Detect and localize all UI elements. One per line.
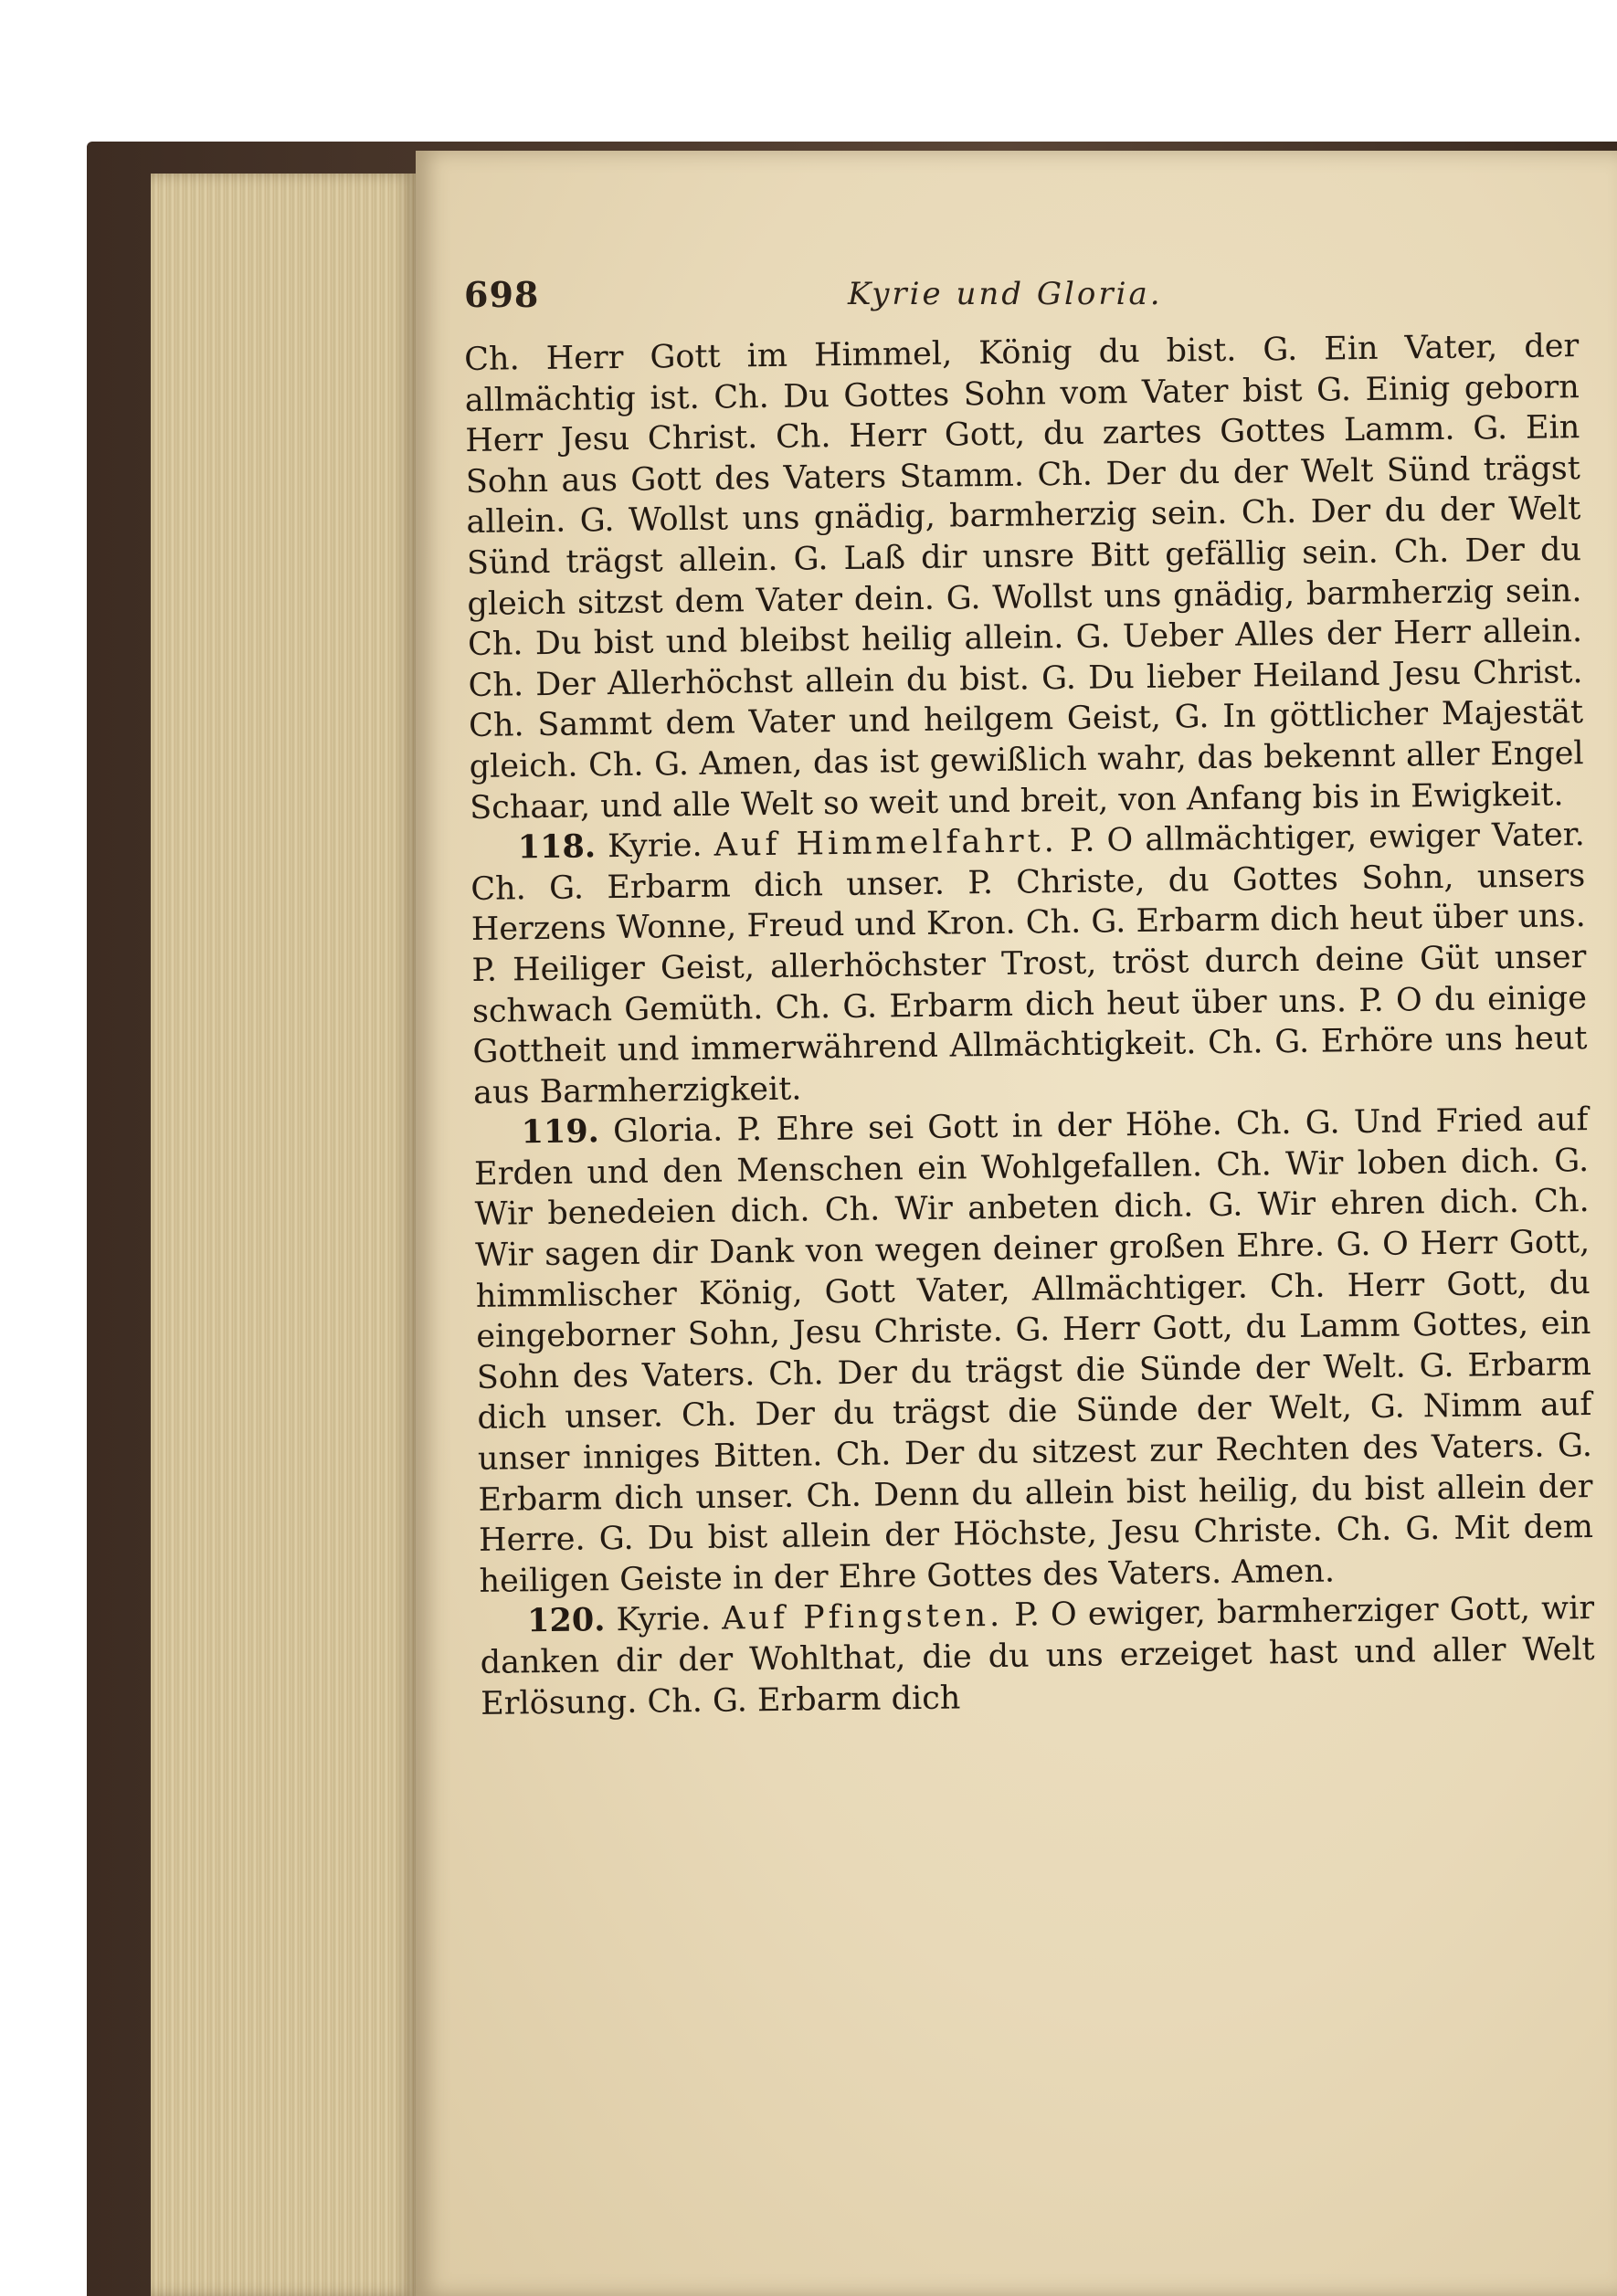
hymn-occasion: Auf Pfingsten.	[721, 1597, 1004, 1638]
paragraph-hymn-119	[473, 1100, 1593, 1602]
page-edges	[151, 174, 416, 2296]
hymn-occasion: Auf Himmelfahrt.	[713, 823, 1059, 864]
hymn-number: 119.	[521, 1112, 600, 1152]
paragraph-hymn-118	[470, 815, 1589, 1113]
hymn-number: 120.	[526, 1601, 606, 1640]
hymn-number: 118.	[517, 827, 597, 867]
running-head: Kyrie und Gloria.	[848, 276, 1163, 312]
paragraph-text: P. O allmächtiger, ewiger Vater. Ch. G. Erbarm dich unser. P. Christe, du Gottes Sohn, unsers Herzens Wonne, Freud und Kron. Ch. G. Erbarm dich heut über uns. P. Heiliger Geist, allerhöchster Trost, tröst durch deine Güt unser schwach Gemüth. Ch. G. Erbarm dich heut über uns. P. O du einige Gottheit und immerwährend Allmächtigkeit. Ch. G. Erhöre uns heut aus Barmherzigkeit.	[470, 816, 1588, 1111]
page-header	[464, 267, 1579, 331]
page-body	[464, 326, 1595, 1724]
paragraph-text: P. O ewiger, barmherziger Gott, wir danken dir der Wohlthat, die du uns erzeiget hast und aller Welt Erlösung. Ch. G. Erbarm dich	[480, 1590, 1595, 1722]
hymn-title: Kyrie.	[616, 1601, 712, 1639]
paragraph-text: P. Ehre sei Gott in der Höhe. Ch. G. Und Fried auf Erden und den Menschen ein Wohlgefallen. Ch. Wir loben dich. G. Wir benedeien dich. Ch. Wir anbeten dich. G. Wir ehren dich. Ch. Wir sagen dir Dank von wegen deiner großen Ehre. G. O Herr Gott, himmlischer König, Gott Vater, Allmächtiger. Ch. Herr Gott, du eingeborner Sohn, Jesu Christe. G. Herr Gott, du Lamm Gottes, ein Sohn des Vaters. Ch. Der du trägst die Sünde der Welt. G. Erbarm dich unser. Ch. Der du trägst die Sünde der Welt, G. Nimm auf unser inniges Bitten. Ch. Der du sitzest zur Rechten des Vaters. G. Erbarm dich unser. Ch. Denn du allein bist heilig, du bist allein der Herre. G. Du bist allein der Höchste, Jesu Christe. Ch. G. Mit dem heiligen Geiste in der Ehre Gottes des Vaters. Amen.	[473, 1101, 1594, 1600]
paragraph-continuation	[464, 326, 1584, 828]
page-number: 698	[464, 274, 540, 315]
paragraph-hymn-120	[480, 1588, 1596, 1724]
hymn-title: Gloria.	[612, 1111, 724, 1151]
paragraph-text: Ch. Herr Gott im Himmel, König du bist. G. Ein Vater, der allmächtig ist. Ch. Du Gottes Sohn vom Vater bist G. Einig geborn Herr Jesu Christ. Ch. Herr Gott, du zartes Gottes Lamm. G. Ein Sohn aus Gott des Vaters Stamm. Ch. Der du der Welt Sünd trägst allein. G. Wollst uns gnädig, barmherzig sein. Ch. Der du der Welt Sünd trägst allein. G. Laß dir unsre Bitt gefällig sein. Ch. Der du gleich sitzst dem Vater dein. G. Wollst uns gnädig, barmherzig sein. Ch. Du bist und bleibst heilig allein. G. Ueber Alles der Herr allein. Ch. Der Allerhöchst allein du bist. G. Du lieber Heiland Jesu Christ. Ch. Sammt dem Vater und heilgem Geist, G. In göttlicher Majestät gleich. Ch. G. Amen, das ist gewißlich wahr, das bekennt aller Engel Schaar, und alle Welt so weit und breit, von Anfang bis in Ewigkeit.	[464, 328, 1584, 827]
hymn-title: Kyrie.	[607, 827, 703, 866]
